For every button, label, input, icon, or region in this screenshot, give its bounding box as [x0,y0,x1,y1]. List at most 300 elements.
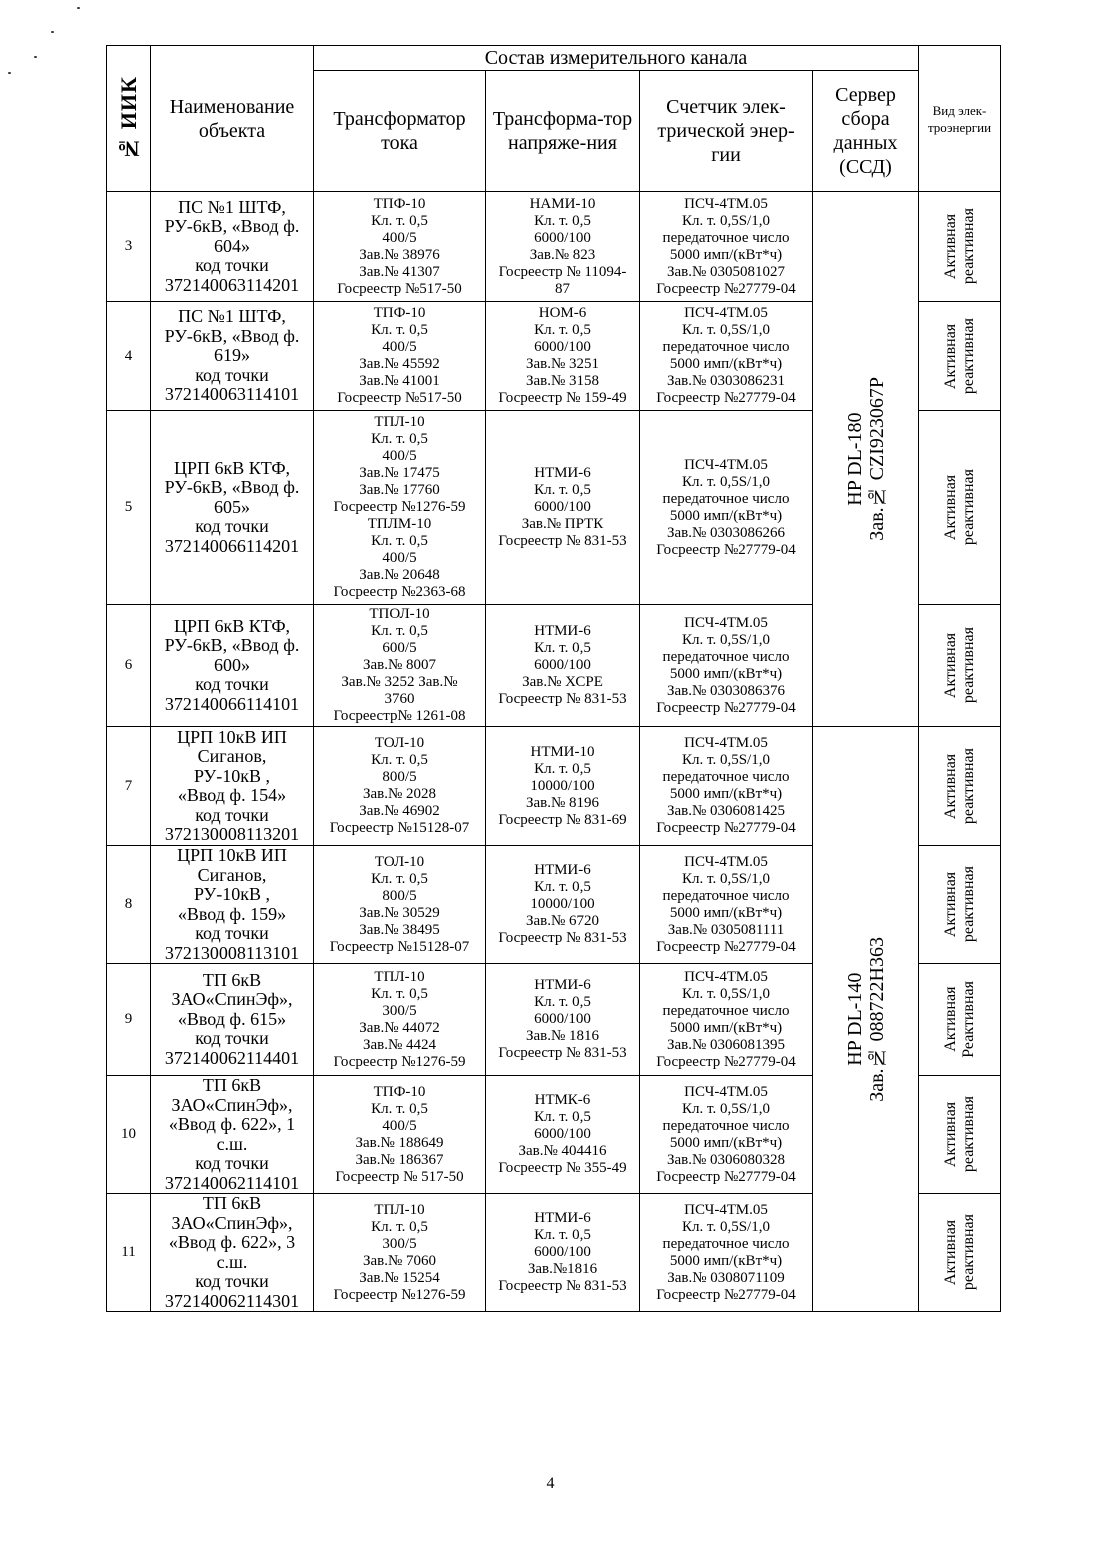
col-header-num: № ИИК [107,46,151,192]
scan-speck [51,31,54,33]
energy-meter-line: 5000 имп/(кВт*ч) [669,507,783,524]
energy-meter-line: ПСЧ-4ТМ.05 [684,1201,768,1218]
energy-meter-line: 5000 имп/(кВт*ч) [669,1252,783,1269]
object-name-line: код точки [195,674,269,695]
object-name-line: 372140062114301 [164,1290,300,1311]
energy-meter-line: 5000 имп/(кВт*ч) [669,904,783,921]
energy-meter [640,1194,813,1312]
voltage-transformer [486,1194,640,1312]
object-name-line: код точки [195,1271,269,1291]
object-name-line: код точки [195,923,269,943]
scan-speck [77,7,80,9]
scan-speck [8,72,11,74]
object-name-line: РУ-6кВ, «Ввод ф. [164,216,300,237]
col-header-vt: Трансформа-тор напряже-ния [486,71,640,192]
voltage-transformer-line: Госреестр № 831-53 [498,533,627,549]
col-header-ct: Трансформатор тока [314,71,486,192]
energy-meter-line: ПСЧ-4ТМ.05 [684,614,768,631]
voltage-transformer-line: НТМИ-6 [534,1210,591,1226]
energy-meter-line: Зав.№ 0305081111 [667,921,785,938]
current-transformer [314,1194,486,1312]
voltage-transformer-line: Кл. т. 0,5 [534,212,591,229]
energy-meter-line: Госреестр №27779-04 [656,938,796,955]
current-transformer-line: Зав.№ 17475 [359,465,440,481]
object-name-line: код точки [195,1153,269,1173]
voltage-transformer-line: 6000/100 [534,657,591,673]
voltage-transformer-line: Кл. т. 0,5 [534,640,591,656]
current-transformer-line: 300/5 [382,1235,417,1252]
object-name [151,411,314,605]
energy-kind-line: Активная [941,871,959,938]
object-name [151,964,314,1076]
energy-meter-line: Зав.№ 0306080328 [666,1151,786,1168]
object-name-line: ЗАО«СпинЭф», [171,1094,293,1115]
current-transformer-line: Кл. т. 0,5 [371,870,428,887]
energy-kind [919,964,1001,1076]
voltage-transformer-line: Госреестр № 831-53 [498,691,627,707]
energy-meter-line: Госреестр №27779-04 [656,1168,796,1185]
voltage-transformer-line: НТМК-6 [534,1092,591,1108]
voltage-transformer-line: Зав.№ ПРТК [521,516,604,532]
current-transformer [314,192,486,302]
energy-meter-line: передаточное число [662,648,790,665]
energy-meter-line: Госреестр №27779-04 [656,541,796,558]
current-transformer-line: ТПЛ-10 [374,1201,425,1218]
object-name-line: РУ-6кВ, «Ввод ф. [164,325,300,346]
object-name-line: код точки [195,1028,269,1049]
energy-kind-line: Активная [941,323,959,389]
current-transformer-line: Зав.№ 17760 [359,482,440,498]
current-transformer-line: Зав.№ 38976 [359,246,440,263]
voltage-transformer-line: 87 [555,280,570,297]
energy-meter-line: Госреестр №27779-04 [656,820,796,836]
object-name-line: 619» [214,345,250,366]
current-transformer-line: ТПЛМ-10 [367,516,432,532]
voltage-transformer-line: 6000/100 [534,499,591,515]
energy-meter-line: 5000 имп/(кВт*ч) [669,1134,783,1151]
voltage-transformer-line: Зав.№ 404416 [518,1143,607,1159]
page-number: 4 [546,1475,555,1492]
voltage-transformer [486,302,640,411]
energy-meter-line: 5000 имп/(кВт*ч) [669,665,783,682]
voltage-transformer-line: Зав.№1816 [527,1261,598,1277]
energy-kind-line: реактивная [959,866,977,943]
voltage-transformer-line: НТМИ-6 [534,465,591,481]
voltage-transformer-line: НТМИ-6 [534,977,591,993]
object-name-line: 372140066114201 [164,535,300,556]
energy-kind [919,727,1001,846]
energy-meter-line: Госреестр №27779-04 [656,280,796,297]
current-transformer-line: Кл. т. 0,5 [371,1218,428,1235]
col-header-kind: Вид элек-троэнергии [919,46,1001,192]
voltage-transformer-line: Зав.№ 6720 [525,913,600,929]
voltage-transformer-line: Зав.№ 8196 [525,794,600,811]
voltage-transformer-line: 6000/100 [534,1244,591,1260]
energy-kind [919,1194,1001,1312]
energy-meter-line: Госреестр №27779-04 [656,1053,796,1070]
current-transformer-line: Зав.№ 3252 Зав.№ [341,674,458,690]
data-server [813,192,919,727]
current-transformer-line: Госреестр №15128-07 [329,938,470,955]
voltage-transformer-line: 10000/100 [530,896,595,912]
object-name-line: ТП 6кВ [202,969,262,990]
voltage-transformer-line: Кл. т. 0,5 [534,879,591,895]
object-name [151,727,314,846]
object-name-line: Сиганов, [197,746,267,766]
object-name-line: «Ввод ф. 622», 3 [168,1232,296,1252]
current-transformer-line: 400/5 [382,229,417,246]
table-row [107,727,1001,846]
current-transformer-line: Зав.№ 44072 [359,1019,440,1036]
energy-kind-line: Активная [941,753,959,819]
current-transformer-line: Кл. т. 0,5 [371,322,428,338]
energy-meter-line: передаточное число [662,339,790,355]
object-name [151,605,314,727]
current-transformer-line: Зав.№ 188649 [355,1134,444,1151]
current-transformer-line: Зав.№ 38495 [359,921,440,938]
energy-meter [640,605,813,727]
object-name-line: 372130008113101 [164,942,300,963]
voltage-transformer-line: Кл. т. 0,5 [534,1227,591,1243]
current-transformer-line: Зав.№ 41307 [359,263,440,280]
voltage-transformer-line: Кл. т. 0,5 [534,1109,591,1125]
energy-meter-line: ПСЧ-4ТМ.05 [684,735,768,751]
object-name-line: с.ш. [216,1251,248,1272]
row-number: 6 [107,605,151,727]
measurement-channels-table [106,45,1001,1312]
current-transformer-line: 400/5 [382,550,417,566]
voltage-transformer-line: Госреестр № 831-53 [498,930,627,946]
energy-meter-line: Зав.№ 0303086376 [666,682,786,699]
data-server [813,727,919,1312]
current-transformer-line: ТПФ-10 [373,305,426,321]
current-transformer-line: 400/5 [382,1117,417,1134]
energy-meter-line: передаточное число [662,769,790,785]
current-transformer-line: ТПФ-10 [373,195,426,212]
current-transformer-line: Зав.№ 15254 [359,1269,440,1286]
object-name-line: ТП 6кВ [202,1075,262,1095]
current-transformer-line: Зав.№ 30529 [359,904,440,921]
current-transformer-line: Зав.№ 2028 [362,786,437,802]
current-transformer-line: Госреестр №517-50 [337,390,462,406]
row-number: 10 [107,1076,151,1194]
current-transformer-line: 400/5 [382,339,417,355]
voltage-transformer [486,411,640,605]
voltage-transformer-line: Зав.№ 1816 [525,1028,600,1044]
object-name-line: ЦРП 10кВ ИП [177,726,287,747]
voltage-transformer-line: Кл. т. 0,5 [534,482,591,498]
energy-meter [640,302,813,411]
energy-meter-line: передаточное число [662,229,790,246]
current-transformer-line: Кл. т. 0,5 [371,212,428,229]
energy-meter-line: ПСЧ-4ТМ.05 [684,968,768,985]
current-transformer-line: Зав.№ 4424 [362,1036,437,1053]
current-transformer-line: ТПЛ-10 [374,968,425,985]
current-transformer [314,727,486,846]
current-transformer [314,302,486,411]
energy-kind-line: Активная [941,986,959,1053]
energy-meter-line: ПСЧ-4ТМ.05 [684,853,768,870]
object-name-line: 605» [214,496,250,517]
object-name-line: 372130008113201 [164,824,300,844]
row-number: 9 [107,964,151,1076]
current-transformer-line: ТОЛ-10 [374,853,425,870]
row-number: 4 [107,302,151,411]
current-transformer-line: 400/5 [382,448,417,464]
energy-meter [640,1076,813,1194]
object-name-line: 604» [214,235,250,256]
energy-meter-line: Кл. т. 0,5S/1,0 [682,322,770,338]
object-name-line: 372140062114401 [164,1047,300,1068]
current-transformer [314,411,486,605]
energy-kind-line: Активная [941,1219,959,1286]
energy-meter-line: Зав.№ 0308071109 [667,1269,785,1286]
server-name: HP DL-180 [843,412,866,506]
voltage-transformer-line: 6000/100 [534,339,591,355]
col-header-group: Состав измерительного канала [314,46,919,71]
object-name-line: ЦРП 6кВ КТФ, [173,457,291,478]
voltage-transformer-line: 6000/100 [534,1126,591,1142]
object-name-line: 600» [214,654,250,675]
voltage-transformer-line: Кл. т. 0,5 [534,994,591,1010]
energy-meter [640,411,813,605]
current-transformer-line: Госреестр №1276-59 [333,1053,466,1070]
current-transformer-line: Кл. т. 0,5 [371,1100,428,1117]
energy-meter-line: передаточное число [662,1002,790,1019]
energy-meter [640,727,813,846]
server-serial: Зав.№ 088722H363 [865,936,888,1102]
object-name-line: ПС №1 ШТФ, [178,306,286,327]
energy-meter-line: передаточное число [662,490,790,507]
current-transformer-line: Госреестр №1276-59 [333,499,466,515]
object-name-line: 372140063114201 [164,274,300,295]
object-name [151,1076,314,1194]
object-name-line: код точки [195,255,269,276]
voltage-transformer-line: Госреестр № 831-69 [498,811,627,828]
voltage-transformer [486,727,640,846]
voltage-transformer-line: Зав.№ ХСРЕ [522,674,603,690]
energy-meter-line: Зав.№ 0306081425 [666,803,786,819]
object-name-line: «Ввод ф. 622», 1 [168,1114,296,1134]
energy-kind [919,605,1001,727]
server-serial: Зав.№ CZI923067P [865,377,888,541]
row-number: 5 [107,411,151,605]
object-name-line: Сиганов, [197,864,267,885]
energy-meter [640,964,813,1076]
current-transformer-line: Кл. т. 0,5 [371,533,428,549]
energy-meter-line: Госреестр №27779-04 [656,1286,796,1303]
current-transformer [314,1076,486,1194]
voltage-transformer [486,846,640,964]
energy-meter-line: ПСЧ-4ТМ.05 [684,456,768,473]
energy-meter-line: Госреестр №27779-04 [656,699,796,716]
current-transformer-line: Зав.№ 20648 [359,567,440,583]
table-row [107,192,1001,302]
energy-meter [640,192,813,302]
voltage-transformer-line: Госреестр № 355-49 [498,1160,627,1176]
object-name [151,846,314,964]
energy-meter-line: ПСЧ-4ТМ.05 [684,1083,768,1100]
col-header-meter: Счетчик элек-трической энер-гии [640,71,813,192]
row-number: 11 [107,1194,151,1312]
energy-meter-line: Зав.№ 0306081395 [666,1036,786,1053]
energy-kind-line: Активная [941,474,959,541]
energy-meter-line: 5000 имп/(кВт*ч) [669,246,783,263]
object-name [151,1194,314,1312]
energy-meter-line: Кл. т. 0,5S/1,0 [682,1100,770,1117]
voltage-transformer-line: Зав.№ 3251 [525,356,600,372]
object-name-line: ПС №1 ШТФ, [178,196,286,217]
voltage-transformer-line: НТМИ-6 [534,862,591,878]
energy-kind-line: реактивная [959,1096,977,1173]
energy-meter-line: Кл. т. 0,5S/1,0 [682,870,770,887]
col-header-server: Сервер сбора данных (ССД) [813,71,919,192]
server-name: HP DL-140 [843,972,866,1066]
energy-meter-line: ПСЧ-4ТМ.05 [684,305,768,321]
energy-kind-line: реактивная [959,1214,977,1291]
energy-meter-line: Кл. т. 0,5S/1,0 [682,631,770,648]
object-name-line: код точки [195,516,269,537]
current-transformer-line: 600/5 [382,640,417,656]
voltage-transformer [486,192,640,302]
energy-kind-line: Активная [941,1101,959,1168]
voltage-transformer-line: НАМИ-10 [529,195,596,212]
current-transformer-line: Зав.№ 45592 [359,356,440,372]
energy-kind-line: реактивная [959,317,977,395]
current-transformer-line: Кл. т. 0,5 [371,623,428,639]
current-transformer-line: ТПЛ-10 [374,414,425,430]
energy-kind-line: Реактивная [959,981,977,1058]
col-header-object: Наименование объекта [151,46,314,192]
voltage-transformer-line: 10000/100 [530,777,595,794]
current-transformer-line: Кл. т. 0,5 [371,752,428,768]
current-transformer-line: Кл. т. 0,5 [371,431,428,447]
current-transformer-line: Госреестр №517-50 [337,280,462,297]
scan-speck [34,56,37,58]
current-transformer-line: Зав.№ 46902 [359,803,440,819]
energy-meter-line: Кл. т. 0,5S/1,0 [682,473,770,490]
energy-kind-line: Активная [941,213,959,280]
voltage-transformer-line: Госреестр № 11094- [498,263,627,280]
current-transformer-line: ТОЛ-10 [374,735,425,751]
current-transformer-line: Зав.№ 8007 [362,657,437,673]
object-name-line: ЦРП 10кВ ИП [177,845,287,865]
current-transformer-line: 3760 [384,691,415,707]
object-name [151,192,314,302]
current-transformer-line: Зав.№ 41001 [359,373,440,389]
object-name-line: РУ-6кВ, «Ввод ф. [164,477,300,498]
energy-meter-line: 5000 имп/(кВт*ч) [669,786,783,802]
energy-meter-line: передаточное число [662,887,790,904]
voltage-transformer-line: Зав.№ 823 [529,246,596,263]
voltage-transformer-line: Кл. т. 0,5 [534,760,591,777]
current-transformer-line: 800/5 [382,769,417,785]
energy-kind [919,1076,1001,1194]
voltage-transformer-line: Зав.№ 3158 [525,373,600,389]
current-transformer-line: Зав.№ 7060 [362,1252,437,1269]
voltage-transformer-line: Госреестр № 831-53 [498,1045,627,1061]
current-transformer-line: Госреестр№ 1261-08 [333,708,466,724]
row-number: 7 [107,727,151,846]
energy-kind-line: реактивная [959,469,977,546]
energy-meter-line: Зав.№ 0305081027 [666,263,786,280]
voltage-transformer-line: НТМИ-6 [534,623,591,639]
current-transformer-line: Госреестр № 517-50 [335,1168,464,1185]
energy-meter-line: Зав.№ 0303086231 [666,373,786,389]
energy-kind [919,192,1001,302]
object-name [151,302,314,411]
current-transformer-line: ТПОЛ-10 [369,606,430,622]
object-name-line: код точки [195,364,269,385]
object-name-line: РУ-10кВ , [193,765,271,786]
energy-meter-line: 5000 имп/(кВт*ч) [669,1019,783,1036]
voltage-transformer [486,1076,640,1194]
voltage-transformer-line: 6000/100 [534,1011,591,1027]
energy-meter-line: Кл. т. 0,5S/1,0 [682,1218,770,1235]
object-name-line: 372140066114101 [164,693,300,714]
energy-kind-line: реактивная [959,747,977,825]
header-row-1 [107,46,1001,71]
energy-meter-line: 5000 имп/(кВт*ч) [669,356,783,372]
current-transformer [314,605,486,727]
energy-meter-line: передаточное число [662,1235,790,1252]
energy-kind-line: реактивная [959,208,977,285]
row-number: 3 [107,192,151,302]
voltage-transformer-line: Кл. т. 0,5 [534,322,591,338]
voltage-transformer [486,964,640,1076]
object-name-line: 372140063114101 [164,384,300,405]
current-transformer [314,846,486,964]
current-transformer [314,964,486,1076]
current-transformer-line: 300/5 [382,1002,417,1019]
energy-kind [919,411,1001,605]
current-transformer-line: Госреестр №1276-59 [333,1286,466,1303]
current-transformer-line: Госреестр №2363-68 [333,584,466,600]
current-transformer-line: ТПФ-10 [373,1083,426,1100]
energy-meter-line: Кл. т. 0,5S/1,0 [682,985,770,1002]
current-transformer-line: 800/5 [382,887,417,904]
voltage-transformer-line: НТМИ-10 [530,743,595,760]
energy-kind-line: реактивная [959,627,977,704]
energy-meter [640,846,813,964]
voltage-transformer-line: НОМ-6 [538,305,587,321]
current-transformer-line: Кл. т. 0,5 [371,985,428,1002]
object-name-line: с.ш. [216,1133,248,1154]
energy-meter-line: Зав.№ 0303086266 [666,524,786,541]
energy-kind [919,302,1001,411]
energy-kind-line: Активная [941,632,959,699]
energy-meter-line: ПСЧ-4ТМ.05 [684,195,768,212]
energy-meter-line: Кл. т. 0,5S/1,0 [682,212,770,229]
voltage-transformer [486,605,640,727]
voltage-transformer-line: 6000/100 [534,229,591,246]
energy-meter-line: Кл. т. 0,5S/1,0 [682,752,770,768]
object-name-line: «Ввод ф. 159» [177,903,287,924]
object-name-line: РУ-6кВ, «Ввод ф. [164,635,300,656]
object-name-line: код точки [195,804,269,825]
energy-kind [919,846,1001,964]
object-name-line: ТП 6кВ [202,1193,262,1213]
current-transformer-line: Зав.№ 186367 [355,1151,444,1168]
energy-meter-line: передаточное число [662,1117,790,1134]
row-number: 8 [107,846,151,964]
object-name-line: ЦРП 6кВ КТФ, [173,615,291,636]
object-name-line: ЗАО«СпинЭф», [171,989,293,1010]
object-name-line: РУ-10кВ , [193,884,271,904]
energy-meter-line: Госреестр №27779-04 [656,390,796,406]
object-name-line: «Ввод ф. 615» [177,1008,287,1029]
voltage-transformer-line: Госреестр № 831-53 [498,1278,627,1294]
